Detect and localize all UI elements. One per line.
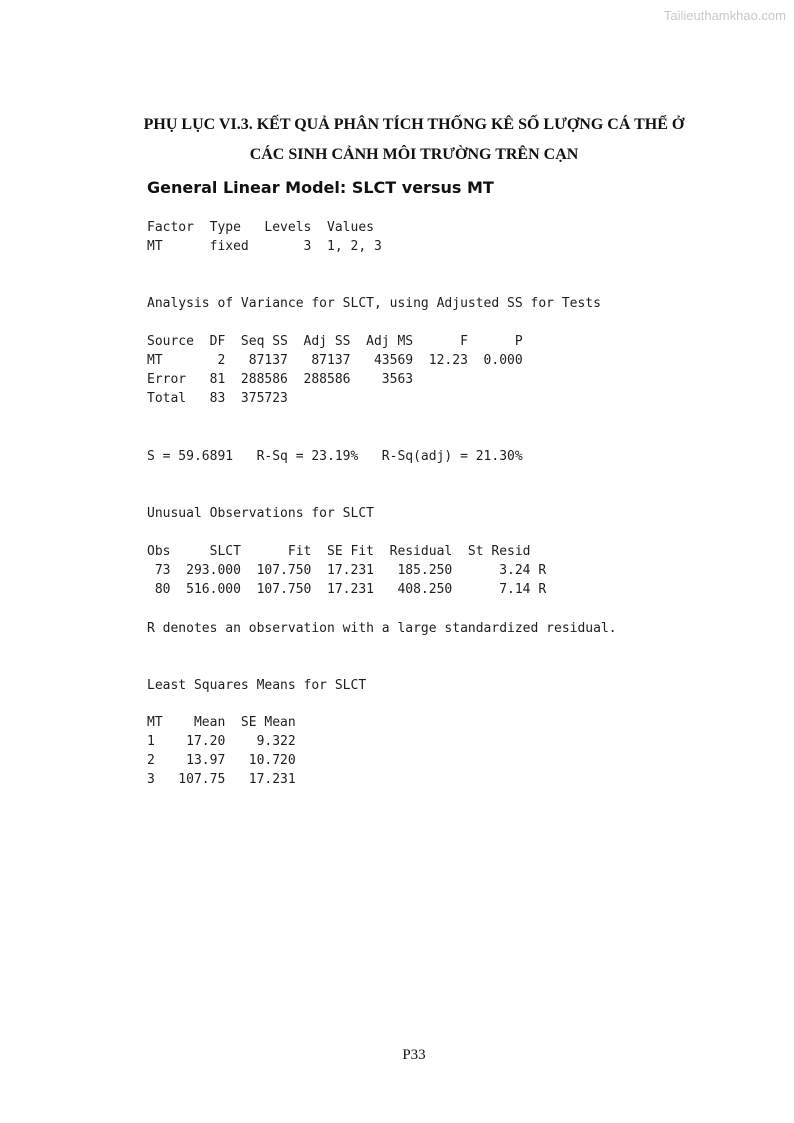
lsm-table-row: 2 13.97 10.720 xyxy=(147,753,296,768)
anova-table-header: Source DF Seq SS Adj SS Adj MS F P xyxy=(147,334,523,349)
appendix-heading-line-2: CÁC SINH CẢNH MÔI TRƯỜNG TRÊN CẠN xyxy=(249,146,579,163)
factor-table-header: Factor Type Levels Values xyxy=(147,220,374,235)
appendix-heading-line-1: PHỤ LỤC VI.3. KẾT QUẢ PHÂN TÍCH THỐNG KÊ SỐ LƯỢNG CÁ THỂ Ở xyxy=(143,116,685,133)
least-squares-means-title: Least Squares Means for SLCT xyxy=(147,678,367,693)
anova-table-row: Total 83 375723 xyxy=(147,391,288,406)
page-number: P33 xyxy=(402,1047,426,1063)
anova-title: Analysis of Variance for SLCT, using Adjusted SS for Tests xyxy=(147,296,601,311)
lsm-table-row: 3 107.75 17.231 xyxy=(147,772,296,787)
factor-table-row: MT fixed 3 1, 2, 3 xyxy=(147,239,382,254)
model-title: General Linear Model: SLCT versus MT xyxy=(147,178,494,197)
unusual-table-row: 80 516.000 107.750 17.231 408.250 7.14 R xyxy=(147,582,547,597)
anova-table-row: MT 2 87137 87137 43569 12.23 0.000 xyxy=(147,353,523,368)
unusual-note: R denotes an observation with a large standardized residual. xyxy=(147,621,617,636)
anova-table-row: Error 81 288586 288586 3563 xyxy=(147,372,414,387)
lsm-table-row: 1 17.20 9.322 xyxy=(147,734,296,749)
watermark-text: Tailieuthamkhao.com xyxy=(663,8,786,23)
fit-statistics: S = 59.6891 R-Sq = 23.19% R-Sq(adj) = 21.30% xyxy=(147,449,523,464)
unusual-observations-title: Unusual Observations for SLCT xyxy=(147,506,374,521)
lsm-table-header: MT Mean SE Mean xyxy=(147,715,296,730)
unusual-table-row: 73 293.000 107.750 17.231 185.250 3.24 R xyxy=(147,563,547,578)
unusual-table-header: Obs SLCT Fit SE Fit Residual St Resid xyxy=(147,544,531,559)
